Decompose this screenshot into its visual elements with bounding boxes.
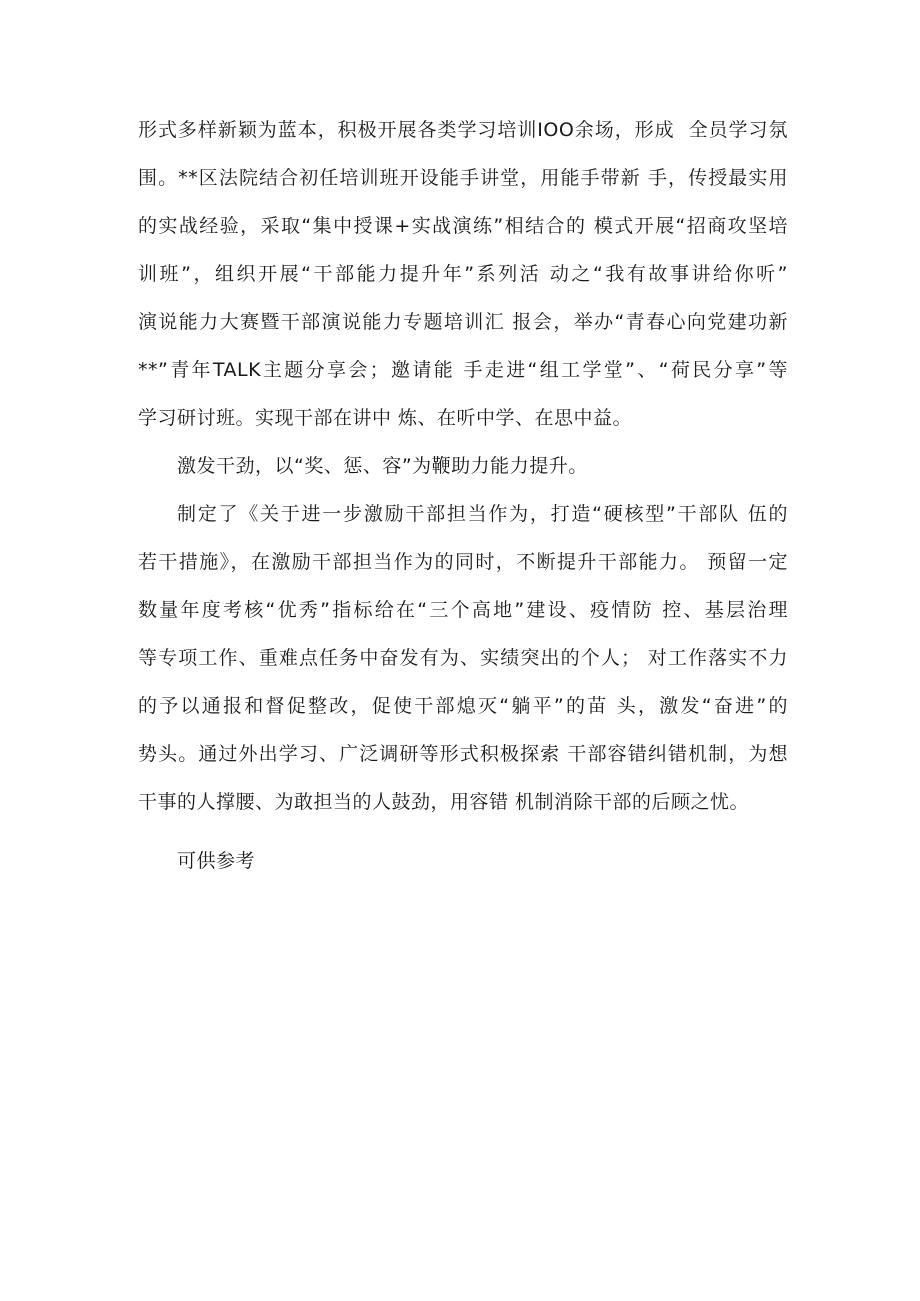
paragraph-1-line-6: **”青年TALK主题分享会；邀请能 手走进“组工学堂”、“荷民分享”等 <box>138 359 788 381</box>
paragraph-3-line-1: 制定了《关于进一步激励干部担当作为，打造“硬核型”干部队 伍的 <box>177 503 788 525</box>
paragraph-3-line-2: 若干措施》，在激励干部担当作为的同时，不断提升干部能力。 预留一定 <box>138 551 788 573</box>
paragraph-3-line-4: 等专项工作、重难点任务中奋发有为、实绩突出的个人； 对工作落实不力 <box>138 647 788 669</box>
paragraph-3-line-7: 干事的人撑腰、为敢担当的人鼓劲，用容错 机制消除干部的后顾之忧。 <box>138 791 750 813</box>
paragraph-3-line-3: 数量年度考核“优秀”指标给在“三个高地”建设、疫情防 控、基层治理 <box>138 599 788 621</box>
paragraph-1-line-1: 形式多样新颖为蓝本，积极开展各类学习培训IOO余场，形成 全员学习氛 <box>138 119 788 141</box>
paragraph-1-line-2: 围。**区法院结合初任培训班开设能手讲堂，用能手带新 手，传授最实用 <box>138 167 788 189</box>
paragraph-1-line-5: 演说能力大赛暨干部演说能力专题培训汇 报会，举办“青春心向党建功新 <box>138 311 788 333</box>
paragraph-1-line-4: 训班”，组织开展“干部能力提升年”系列活 动之“我有故事讲给你听” <box>138 263 788 285</box>
paragraph-1-line-7: 学习研讨班。实现干部在讲中 炼、在听中学、在思中益。 <box>138 407 633 429</box>
paragraph-1-line-3: 的实战经验，采取“集中授课+实战演练”相结合的 模式开展“招商攻坚培 <box>138 215 788 237</box>
paragraph-3-line-5: 的予以通报和督促整改，促使干部熄灭“躺平”的苗 头，激发“奋进”的 <box>138 695 788 717</box>
paragraph-2-line-1: 激发干劲，以“奖、惩、容”为鞭助力能力提升。 <box>177 455 588 477</box>
paragraph-4-line-1: 可供参考 <box>177 850 256 872</box>
paragraph-3-line-6: 势头。通过外出学习、广泛调研等形式积极探索 干部容错纠错机制，为想 <box>138 743 788 765</box>
